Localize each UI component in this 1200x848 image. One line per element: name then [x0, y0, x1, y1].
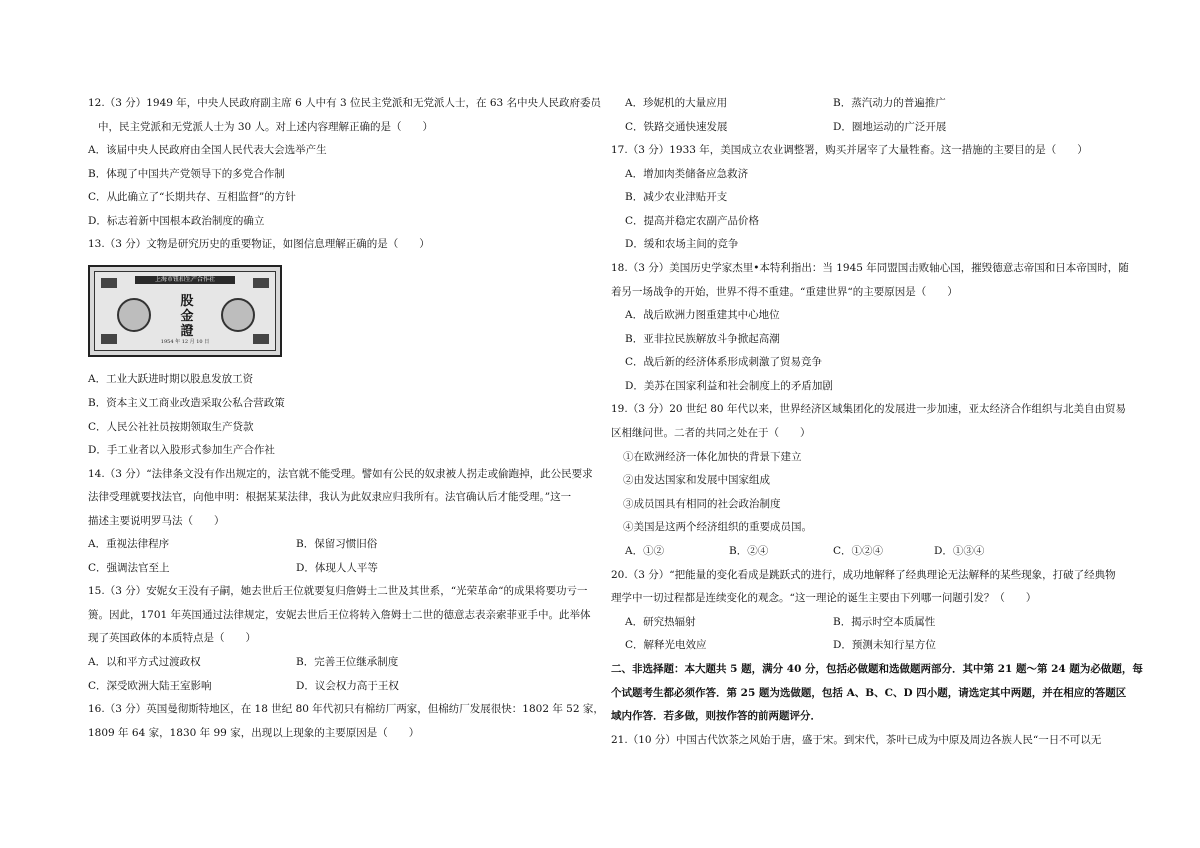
question-19-statement-4: ④美国是这两个经济组织的重要成员国。: [623, 521, 812, 533]
question-19-option-b: B．②④: [729, 545, 769, 557]
question-14-option-d: D．体现人人平等: [296, 562, 378, 574]
question-15-option-d: D．议会权力高于王权: [296, 680, 399, 692]
question-15-stem-line1: 15.（3 分）安妮女王没有子嗣，她去世后王位就要复归詹姆士二世及其世系，“光荣革命“的成果将要功亏一: [88, 585, 588, 597]
question-14-stem-line3: 描述主要说明罗马法（ ）: [88, 515, 225, 527]
question-15-option-a: A．以和平方式过渡政权: [88, 656, 201, 668]
question-17-option-b: B．减少农业津贴开支: [625, 191, 728, 203]
question-14-stem-line2: 法律受理就要找法官，向他申明：根据某某法律，我认为此奴隶应归我所有。法官确认后才能受理。”这一: [88, 491, 572, 503]
question-20-option-c: C．解释光电效应: [625, 639, 707, 651]
certificate-date: 1954 年 12 月 10 日: [160, 339, 210, 345]
question-13-option-c: C．人民公社社员按期领取生产贷款: [88, 421, 254, 433]
question-17-option-a: A．增加肉类储备应急救济: [625, 168, 749, 180]
question-18-option-c: C．战后新的经济体系形成刺激了贸易竞争: [625, 356, 823, 368]
question-12-option-b: B．体现了中国共产党领导下的多党合作制: [88, 168, 285, 180]
question-17-option-c: C．提高并稳定农副产品价格: [625, 215, 760, 227]
question-18-option-b: B．亚非拉民族解放斗争掀起高潮: [625, 333, 780, 345]
certificate-header: 上海市钮扣生产合作社: [135, 276, 235, 284]
question-20-stem-line2: 理学中一切过程都是连续变化的观念。“这一理论的诞生主要由下列哪一问题引发？（ ）: [611, 592, 1037, 604]
question-13-option-b: B．资本主义工商业改造采取公私合营政策: [88, 397, 285, 409]
question-18-stem-line2: 着另一场战争的开始，世界不得不重建。“重建世界“的主要原因是（ ）: [611, 286, 958, 298]
question-19-statement-2: ②由发达国家和发展中国家组成: [623, 474, 770, 486]
question-19-option-d: D．①③④: [934, 545, 985, 557]
question-14-option-a: A．重视法律程序: [88, 538, 170, 550]
certificate-frame: [94, 271, 276, 351]
question-12-option-c: C．从此确立了“长期共存、互相监督”的方针: [88, 191, 296, 203]
certificate-corner-ornament: [101, 278, 117, 288]
question-13-option-a: A．工业大跃进时期以股息发放工资: [88, 373, 254, 385]
question-12-stem-line1: 12.（3 分）1949 年，中央人民政府副主席 6 人中有 3 位民主党派和无党派人士，在 63 名中央人民政府委员: [88, 97, 602, 109]
section-2-instructions-line1: 二、非选择题：本大题共 5 题，满分 40 分，包括必做题和选做题两部分．其中第 21 题～第 24 题为必做题，每: [611, 663, 1143, 675]
question-13-option-d: D．手工业者以入股形式参加生产合作社: [88, 444, 275, 456]
question-16-stem-line2: 1809 年 64 家，1830 年 99 家，出现以上现象的主要原因是（ ）: [88, 727, 420, 739]
certificate-title: 股金證: [180, 294, 194, 339]
question-14-option-b: B．保留习惯旧俗: [296, 538, 378, 550]
section-2-instructions-line3: 域内作答．若多做，则按作答的前两题评分．: [611, 710, 821, 722]
question-18-stem-line1: 18.（3 分）美国历史学家杰里•本特利指出：当 1945 年同盟国击败轴心国，摧毁德意志帝国和日本帝国时，随: [611, 262, 1129, 274]
question-12-stem-line2: 中，民主党派和无党派人士为 30 人。对上述内容理解正确的是（ ）: [98, 121, 434, 133]
question-19-statement-1: ①在欧洲经济一体化加快的背景下建立: [623, 451, 802, 463]
question-18-option-a: A．战后欧洲力图重建其中心地位: [625, 309, 780, 321]
question-14-option-c: C．强调法官至上: [88, 562, 170, 574]
question-13-stem: 13.（3 分）文物是研究历史的重要物证，如图信息理解正确的是（ ）: [88, 238, 430, 250]
question-20-stem-line1: 20.（3 分）“把能量的变化看成是跳跃式的进行，成功地解释了经典理论无法解释的某些现象，打破了经典物: [611, 569, 1116, 581]
question-21-stem-line1: 21.（10 分）中国古代饮茶之风始于唐，盛于宋。到宋代，茶叶已成为中原及周边各族人民“一日不可以无: [611, 734, 1102, 746]
question-16-option-b: B．蒸汽动力的普遍推广: [833, 97, 946, 109]
question-19-stem-line1: 19.（3 分）20 世纪 80 年代以来，世界经济区域集团化的发展进一步加速，亚太经济合作组织与北美自由贸易: [611, 403, 1126, 415]
question-12-option-a: A．该届中央人民政府由全国人民代表大会选举产生: [88, 144, 327, 156]
question-12-option-d: D．标志着新中国根本政治制度的确立: [88, 215, 265, 227]
question-19-stem-line2: 区相继问世。二者的共同之处在于（ ）: [611, 427, 811, 439]
question-15-stem-line3: 现了英国政体的本质特点是（ ）: [88, 632, 256, 644]
question-16-option-a: A．珍妮机的大量应用: [625, 97, 728, 109]
certificate-seal-left: [117, 298, 151, 332]
question-17-stem: 17.（3 分）1933 年，美国成立农业调整署，购买并屠宰了大量牲畜。这一措施的主要目的是（ ）: [611, 144, 1088, 156]
question-19-statement-3: ③成员国具有相同的社会政治制度: [623, 498, 781, 510]
question-15-option-b: B．完善王位继承制度: [296, 656, 399, 668]
question-15-stem-line2: 篑。因此，1701 年英国通过法律规定，安妮去世后王位将转入詹姆士二世的德意志表亲索菲亚手中。此举体: [88, 609, 591, 621]
question-18-option-d: D．美苏在国家利益和社会制度上的矛盾加剧: [625, 380, 833, 392]
question-16-stem-line1: 16.（3 分）英国曼彻斯特地区，在 18 世纪 80 年代初只有棉纺厂两家，但棉纺厂发展很快：1802 年 52 家，: [88, 703, 604, 715]
section-2-instructions-line2: 个试题考生都必须作答．第 25 题为选做题，包括 A、B、C、D 四小题，请选定其中两题，并在相应的答题区: [611, 687, 1127, 699]
question-17-option-d: D．缓和农场主间的竞争: [625, 238, 739, 250]
certificate-corner-ornament: [253, 278, 269, 288]
question-20-option-d: D．预测未知行星方位: [833, 639, 936, 651]
certificate-seal-right: [221, 298, 255, 332]
question-20-option-b: B．揭示时空本质属性: [833, 616, 936, 628]
question-19-option-c: C．①②④: [833, 545, 884, 557]
question-14-stem-line1: 14.（3 分）“法律条文没有作出规定的，法官就不能受理。譬如有公民的奴隶被人拐走或偷跑掉，此公民要求: [88, 468, 593, 480]
question-19-option-a: A．①②: [625, 545, 665, 557]
question-16-option-d: D．圈地运动的广泛开展: [833, 121, 947, 133]
question-16-option-c: C．铁路交通快速发展: [625, 121, 728, 133]
question-15-option-c: C．深受欧洲大陆王室影响: [88, 680, 212, 692]
stock-certificate-image: [88, 265, 282, 357]
question-20-option-a: A．研究热辐射: [625, 616, 696, 628]
